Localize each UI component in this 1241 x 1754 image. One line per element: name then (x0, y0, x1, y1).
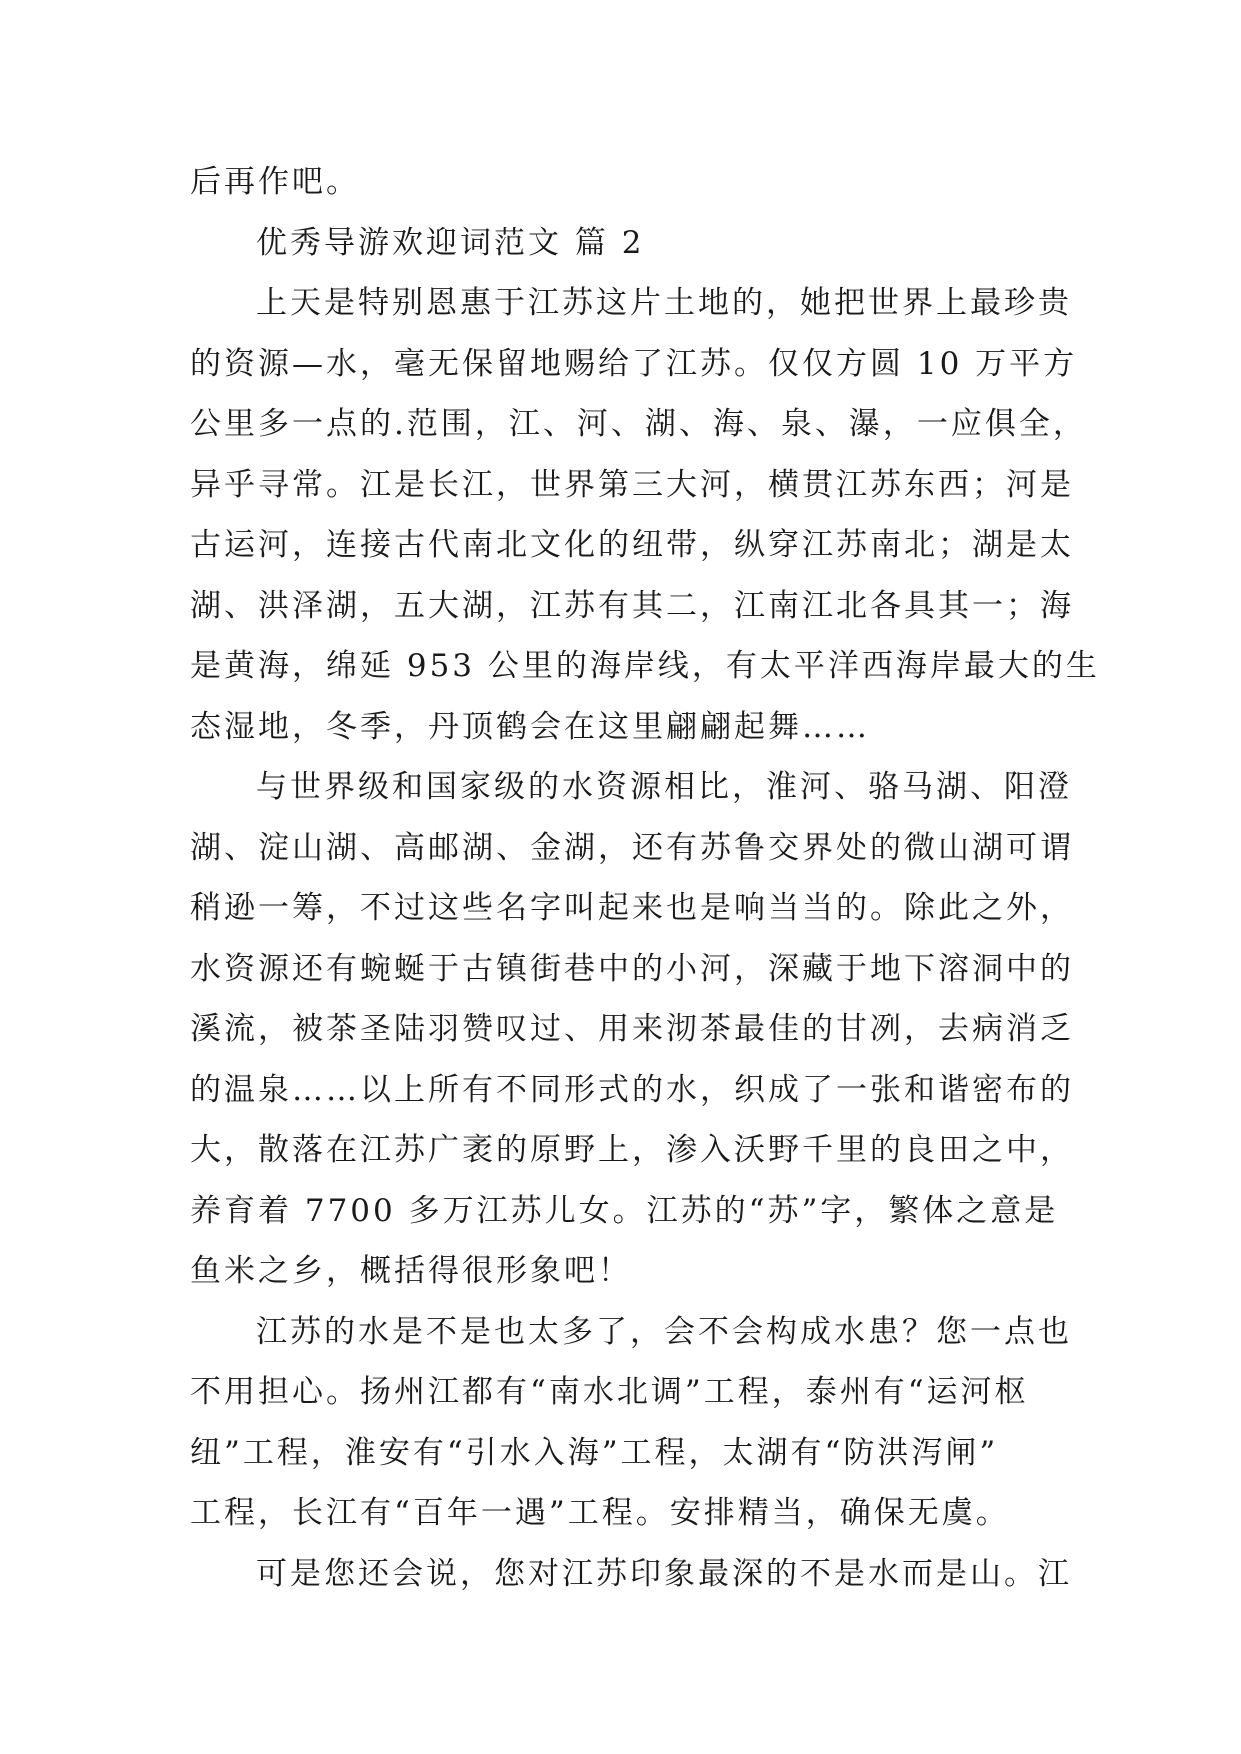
text-line: 水资源还有蜿蜒于古镇街巷中的小河，深藏于地下溶洞中的 (190, 950, 1074, 987)
text-line: 湖、淀山湖、高邮湖、金湖，还有苏鲁交界处的微山湖可谓 (190, 829, 1074, 866)
text-line: 大，散落在江苏广袤的原野上，渗入沃野千里的良田之中， (190, 1132, 1074, 1168)
text-line: 溪流，被茶圣陆羽赞叹过、用来沏茶最佳的甘冽，去病消乏 (190, 1011, 1074, 1047)
text-line: 古运河，连接古代南北文化的纽带，纵穿江苏南北；湖是太 (190, 527, 1074, 563)
text-line: 工程，长江有“百年一遇”工程。安排精当，确保无虞。 (190, 1495, 1010, 1531)
text-line: 江苏的水是不是也太多了，会不会构成水患？您一点也 (256, 1313, 1072, 1350)
text-line: 的温泉……以上所有不同形式的水，织成了一张和谐密布的 (190, 1071, 1074, 1108)
text-line: 可是您还会说，您对江苏印象最深的不是水而是山。江 (256, 1555, 1072, 1592)
text-line: 鱼米之乡，概括得很形象吧！ (190, 1253, 632, 1289)
text-line: 公里多一点的.范围，江、河、湖、海、泉、瀑，一应俱全， (190, 406, 1087, 442)
section-heading: 优秀导游欢迎词范文 篇 2 (256, 224, 645, 261)
text-line: 与世界级和国家级的水资源相比，淮河、骆马湖、阳澄 (256, 769, 1072, 805)
text-line: 上天是特别恩惠于江苏这片土地的，她把世界上最珍贵 (256, 285, 1072, 321)
document-body (190, 152, 1100, 1604)
text-line: 纽”工程，淮安有“引水入海”工程，太湖有“防洪泻闸” (190, 1434, 999, 1471)
text-line: 湖、洪泽湖，五大湖，江苏有其二，江南江北各具其一；海 (190, 587, 1074, 624)
text-line: 养育着 7700 多万江苏儿女。江苏的“苏”字，繁体之意是 (190, 1192, 1059, 1229)
text-line: 的资源—水，毫无保留地赐给了江苏。仅仅方圆 10 万平方 (190, 345, 1078, 382)
text-line: 是黄海，绵延 953 公里的海岸线，有太平洋西海岸最大的生 (190, 648, 1100, 684)
text-line: 稍逊一筹，不过这些名字叫起来也是响当当的。除此之外， (190, 890, 1074, 926)
text-line: 不用担心。扬州江都有“南水北调”工程，泰州有“运河枢 (190, 1374, 1029, 1410)
text-line: 异乎寻常。江是长江，世界第三大河，横贯江苏东西；河是 (190, 466, 1074, 503)
text-line: 后再作吧。 (190, 164, 360, 200)
text-line: 态湿地，冬季，丹顶鹤会在这里翩翩起舞…… (190, 708, 870, 745)
